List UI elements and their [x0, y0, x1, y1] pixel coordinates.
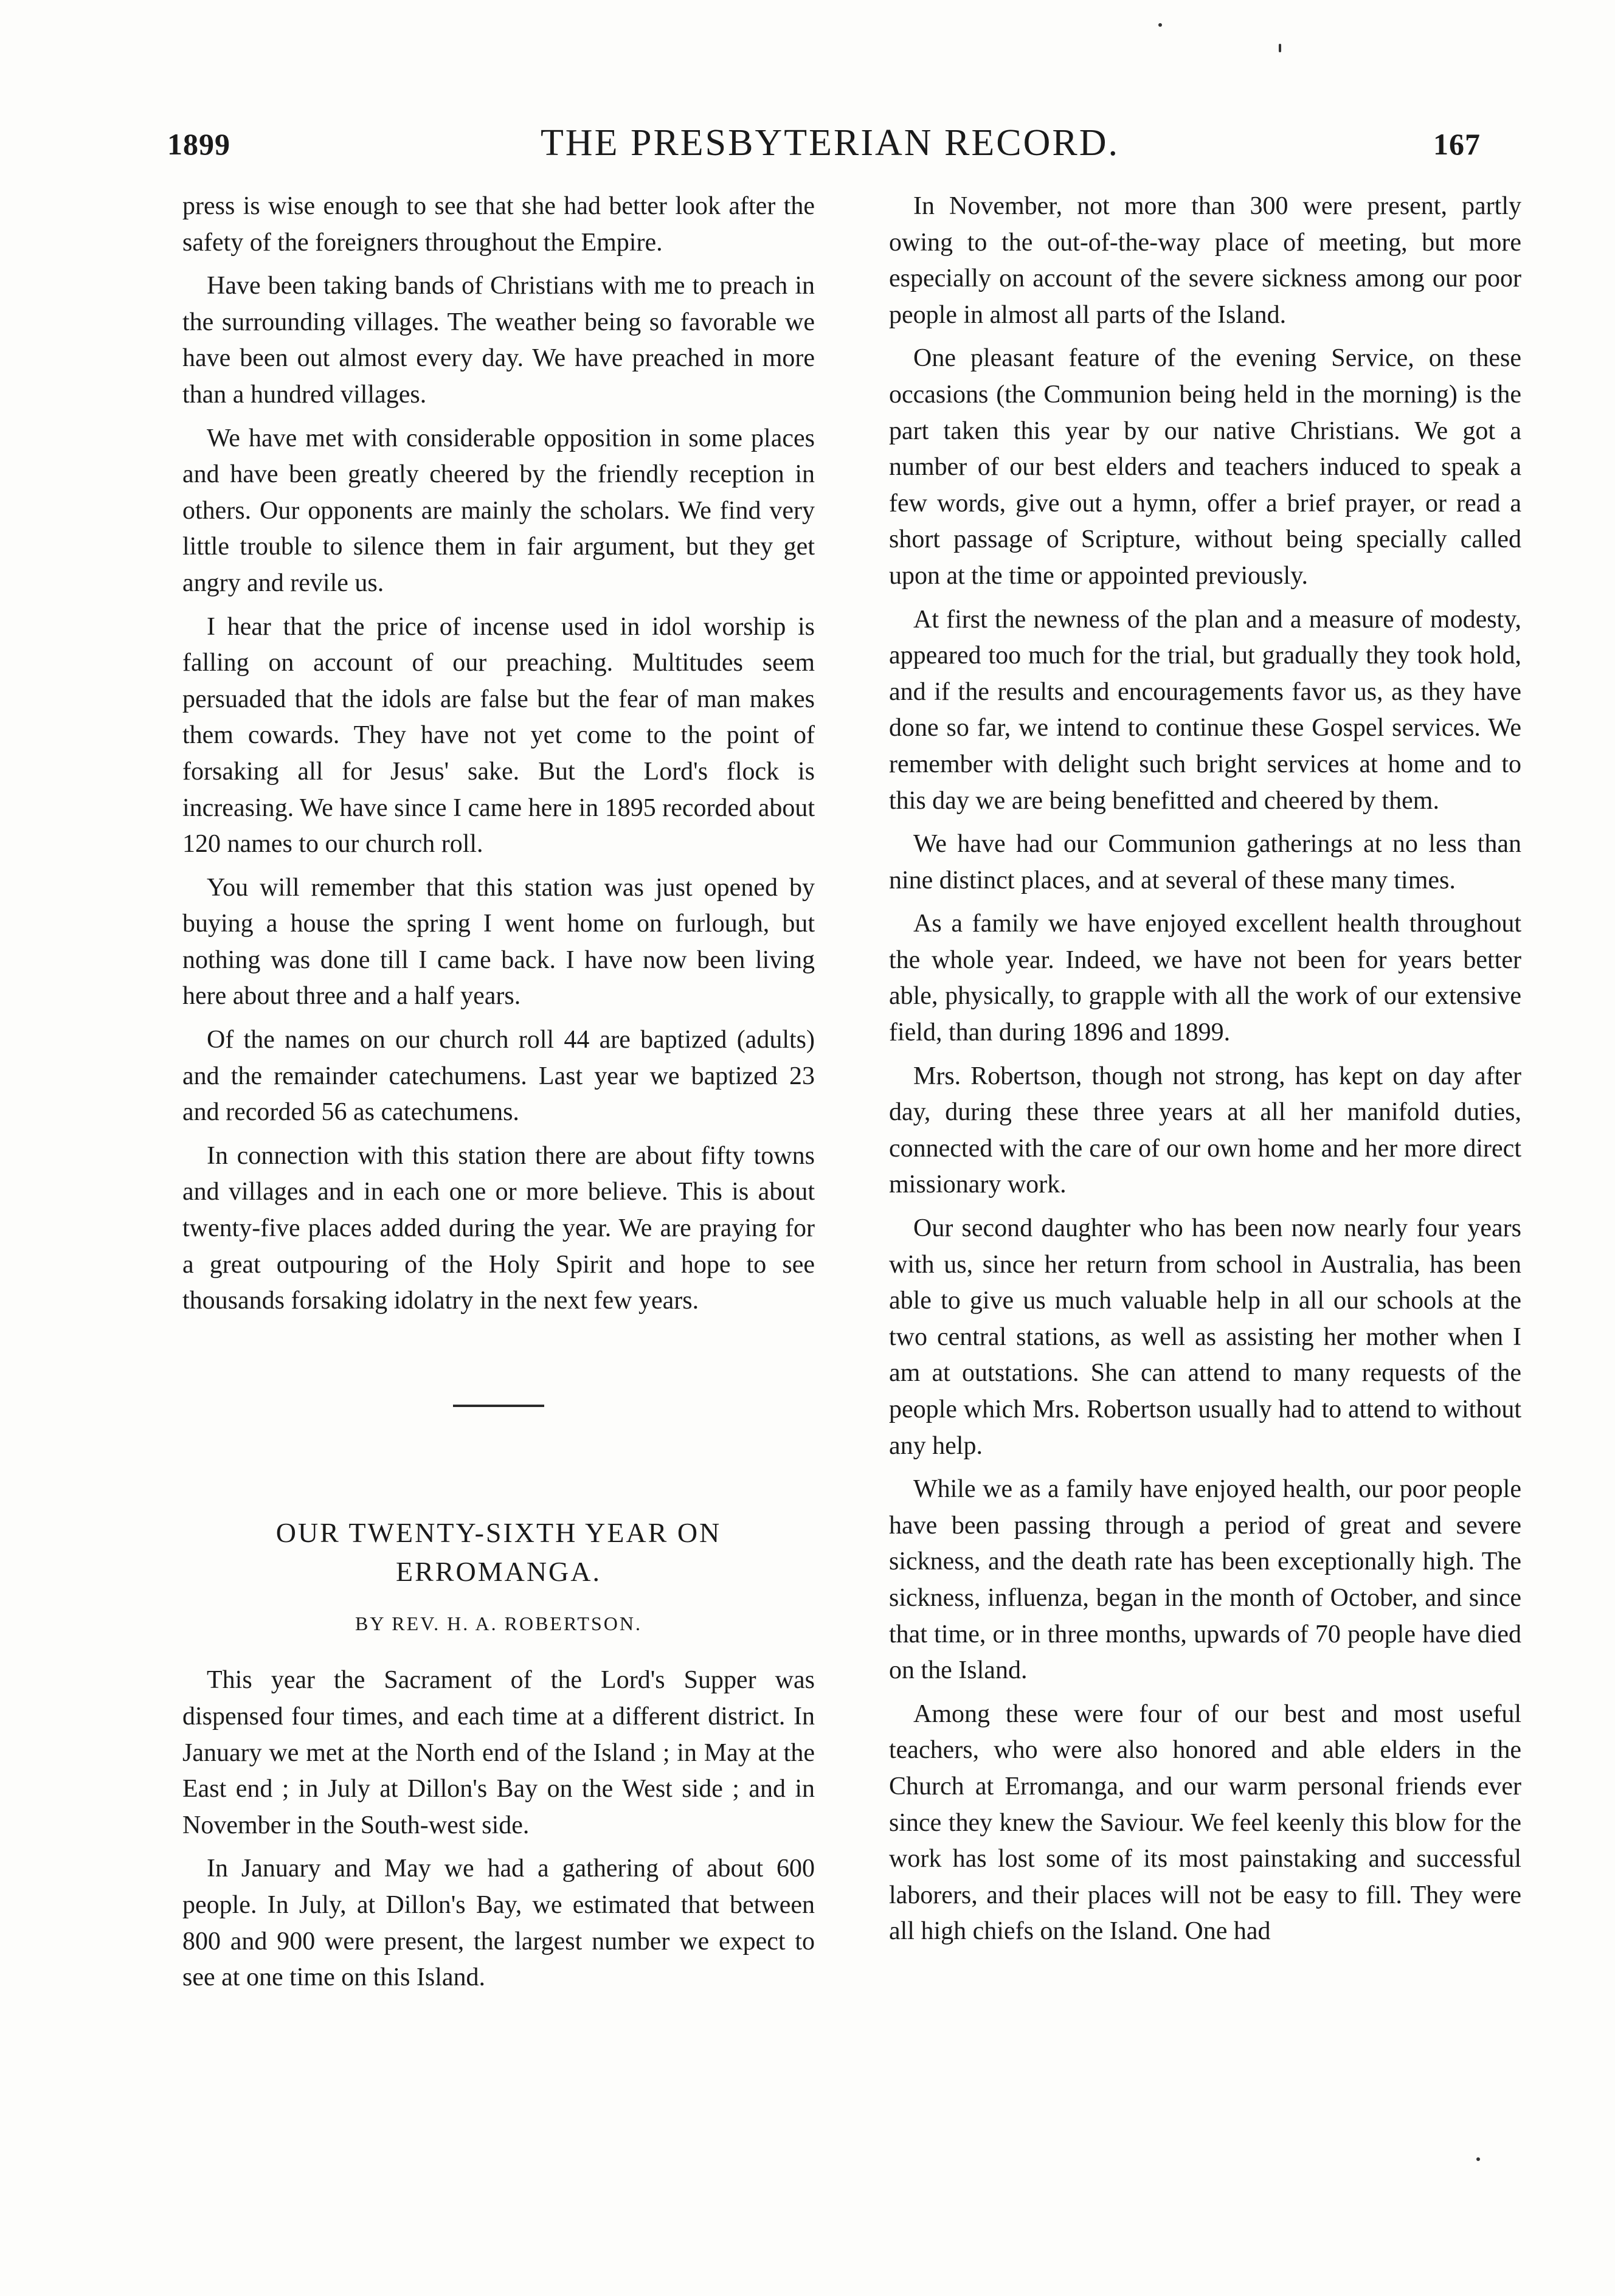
paragraph: You will remember that this station was just opened by buying a house the spring I went home on furlough, but nothing was done till I came back. I have now been living here about three and a half years. — [182, 873, 815, 1011]
paragraph: While we as a family have enjoyed health, our poor people have been passing through a period of great and severe sickness, and the death rate has been exceptionally high. The sickness, influenza, began in the month of October, and since that time, or in three months, upwards of 70 people have died on the Island. — [889, 1475, 1521, 1685]
running-header — [167, 122, 1493, 170]
right-column — [889, 188, 1521, 1957]
paragraph: In November, not more than 300 were present, partly owing to the out-of-the-way place of meeting, but more especially on account of the severe sickness among our poor people in almost all parts of the Island. — [889, 192, 1521, 329]
paragraph: Of the names on our church roll 44 are baptized (adults) and the remainder catechumens. Last year we baptized 23 and recorded 56 as catechumens. — [182, 1026, 815, 1127]
print-speck — [1158, 23, 1162, 27]
header-year: 1899 — [167, 127, 230, 161]
paragraph: Our second daughter who has been now nearly four years with us, since her return from school in Australia, has been able to give us much valuable help in all our schools at the two central stations, as well as assisting her mother when I am at outstations. She can attend to many requests of the people which Mrs. Robertson usually had to attend to without any help. — [889, 1214, 1521, 1460]
paragraph: At first the newness of the plan and a measure of modesty, appeared too much for the trial, but gradually they took hold, and if the results and encouragements favor us, as they have done so far, we intend to continue these Gospel services. We remember with delight such bright services at home and to this day we are being benefitted and cheered by them. — [889, 605, 1521, 815]
paragraph: Among these were four of our best and most useful teachers, who were also honored and able elders in the Church at Erromanga, and our warm personal friends ever since they knew the Saviour. We feel keenly this blow for the work has lost some of its most painstaking and successful laborers, and their places will not be easy to fill. They were all high chiefs on the Island. One had — [889, 1700, 1521, 1946]
paragraph: One pleasant feature of the evening Service, on these occasions (the Communion being held in the morning) is the part taken this year by our native Christians. We got a number of our best elders and teachers induced to speak a few words, give out a hymn, offer a brief prayer, or read a short passage of Scripture, without being specially called upon at the time or appointed previously. — [889, 344, 1521, 590]
paragraph: Mrs. Robertson, though not strong, has kept on day after day, during these three years at all her manifold duties, connected with the care of our own home and her more direct missionary work. — [889, 1062, 1521, 1199]
article-title: OUR TWENTY-SIXTH YEAR ON ERROMANGA. — [275, 1516, 722, 1587]
print-speck — [1476, 2157, 1480, 2161]
article-byline: BY REV. H. A. ROBERTSON. — [355, 1612, 642, 1634]
page-number: 167 — [1433, 127, 1481, 161]
paragraph: We have had our Communion gatherings at no less than nine distinct places, and at several of these many times. — [889, 830, 1521, 894]
paragraph: We have met with considerable opposition in some places and have been greatly cheered by the friendly reception in others. Our opponents are mainly the scholars. We find very little trouble to silence them in fair argument, but they get angry and revile us. — [182, 424, 815, 597]
paragraph: This year the Sacrament of the Lord's Supper was dispensed four times, and each time at a different district. In January we met at the North end of the Island ; in May at the East end ; in July at Dillon's Bay on the West side ; and in November in the South-west side. — [182, 1666, 815, 1839]
section-divider — [453, 1405, 544, 1407]
paragraph: In connection with this station there are about fifty towns and villages and in each one or more believe. This is about twenty-five places added during the year. We are praying for a great outpouring of the Holy Spirit and hope to see thousands forsaking idolatry in the next few years. — [182, 1141, 815, 1315]
paragraph: As a family we have enjoyed excellent health throughout the whole year. Indeed, we have not been for years better able, physically, to grapple with all the work of our extensive field, than during 1896 and 1899. — [889, 910, 1521, 1047]
paragraph: Have been taking bands of Christians with me to preach in the surrounding villages. The weather being so favorable we have been out almost every day. We have preached in more than a hundred villages. — [182, 272, 815, 409]
print-speck — [1279, 44, 1281, 52]
paragraph: press is wise enough to see that she had better look after the safety of the foreigners throughout the Empire. — [182, 192, 815, 257]
journal-title: THE PRESBYTERIAN RECORD. — [540, 122, 1120, 164]
paragraph: I hear that the price of incense used in idol worship is falling on account of our preaching. Multitudes seem persuaded that the idols are false but the fear of man makes them cowards. They have not yet come to the point of forsaking all for Jesus' sake. But the Lord's flock is increasing. We have since I came here in 1895 recorded about 120 names to our church roll. — [182, 612, 815, 859]
left-column — [182, 188, 815, 2004]
paragraph: In January and May we had a gathering of about 600 people. In July, at Dillon's Bay, we estimated that between 800 and 900 were present, the largest number we expect to see at one time on this Island. — [182, 1855, 815, 1992]
